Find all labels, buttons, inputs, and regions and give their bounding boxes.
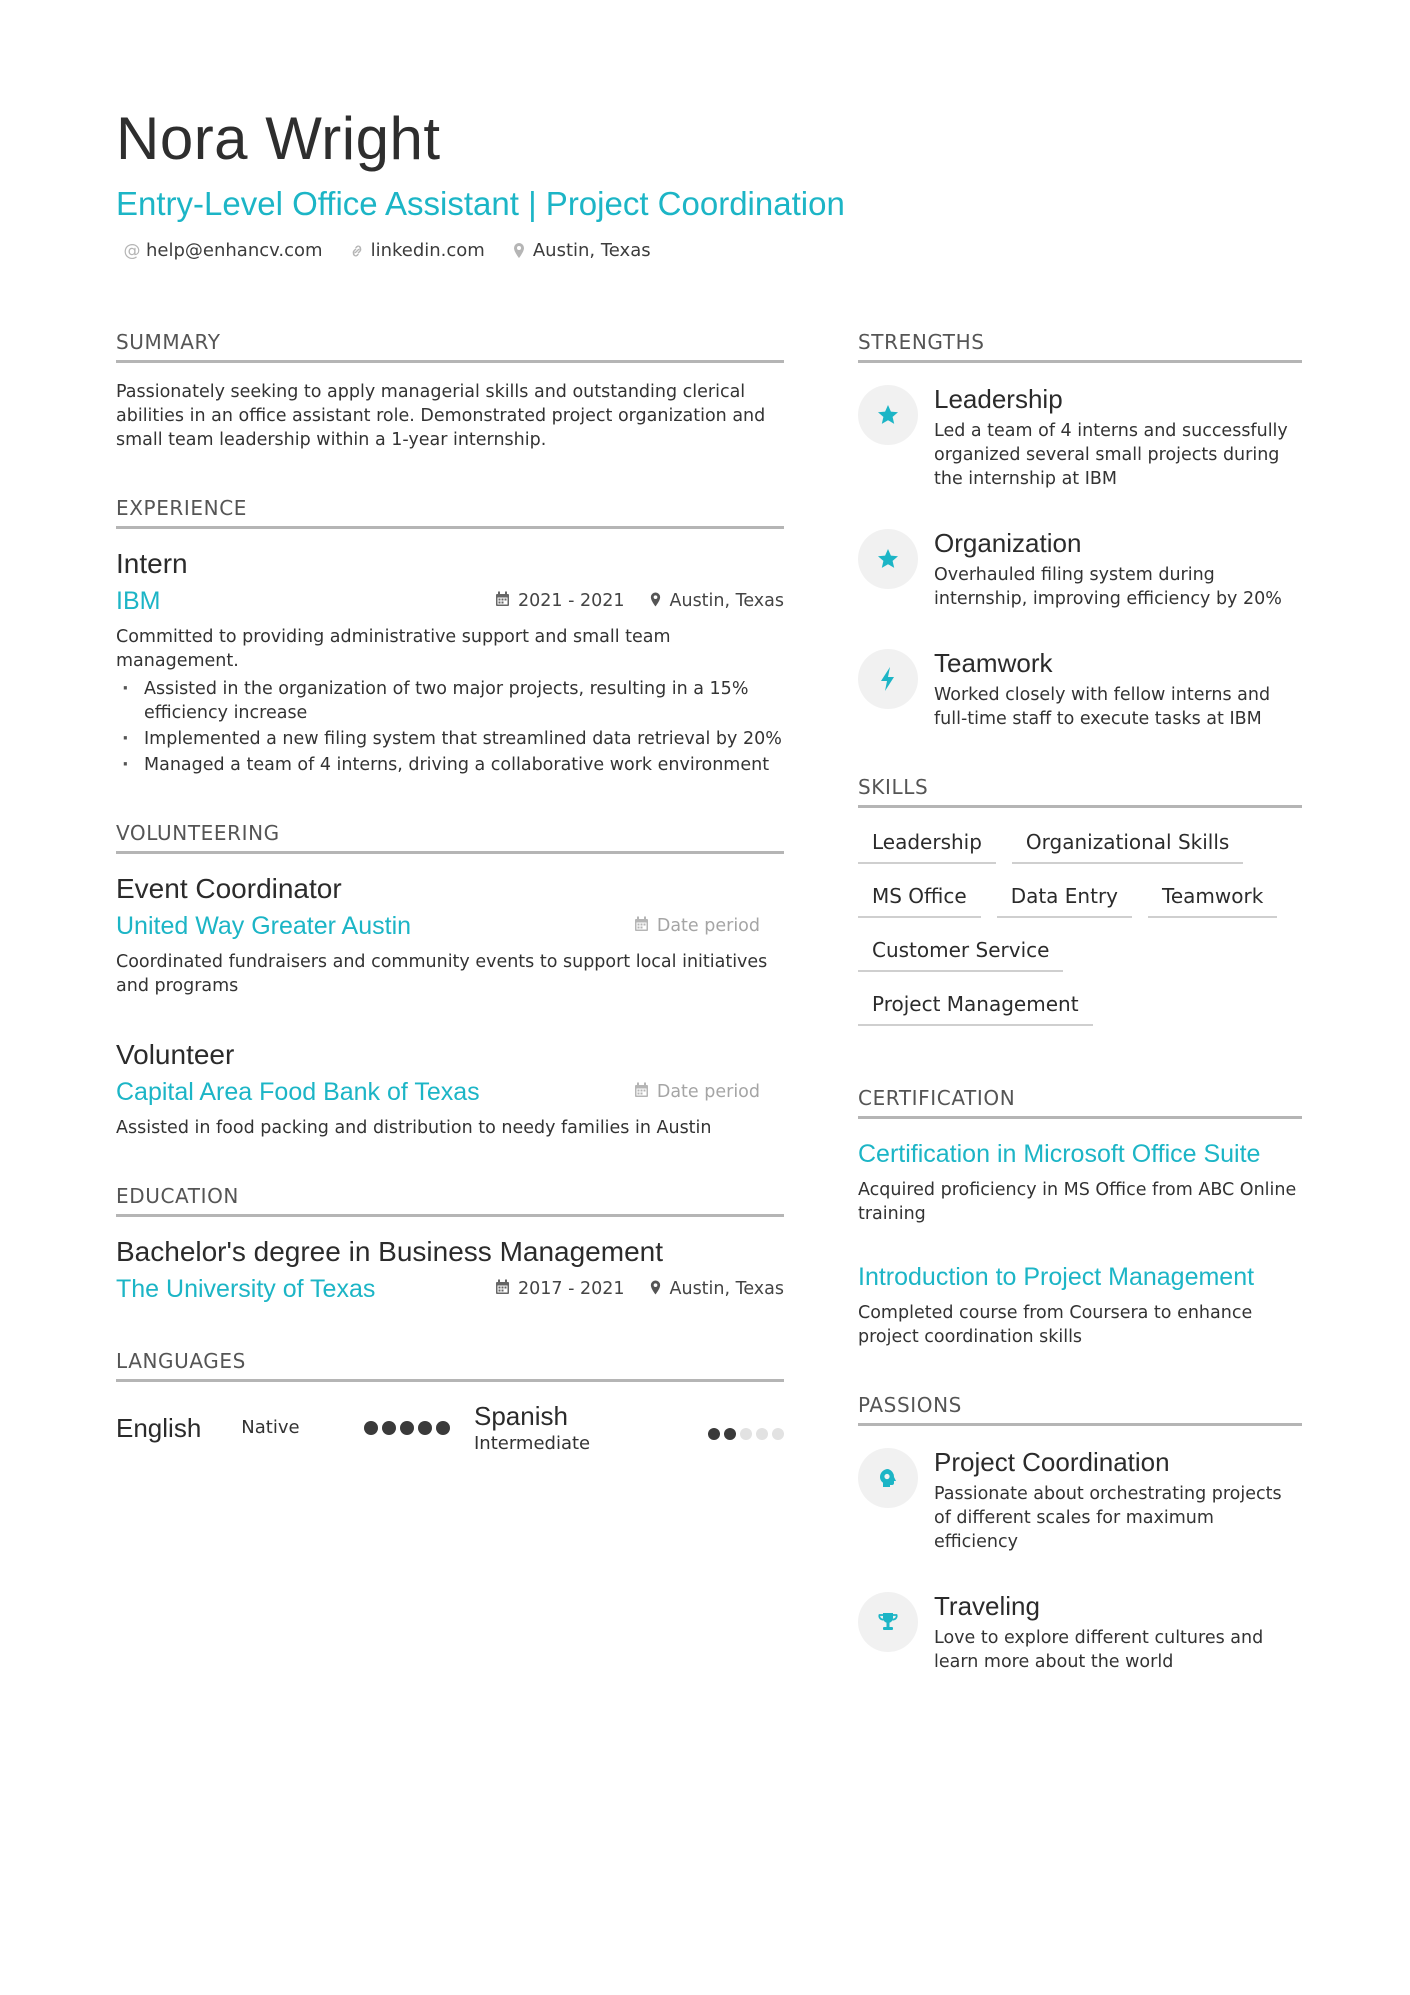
passion-item [858, 1446, 1302, 1554]
location-icon [649, 1279, 662, 1300]
strength-item [858, 527, 1302, 611]
experience-org: IBM [116, 587, 161, 615]
experience-location-text: Austin, Texas [669, 591, 784, 611]
experience-bullet: · Assisted in the organization of two major projects, resulting in a 15% efficiency increase [116, 677, 784, 725]
certification-description: Completed course from Coursera to enhance project coordination skills [858, 1303, 1253, 1347]
education-section [116, 1184, 784, 1305]
rating-dot-empty [772, 1428, 784, 1440]
rating-dot-filled [364, 1421, 378, 1435]
rating-dot-filled [708, 1428, 720, 1440]
contact-location-text: Austin, Texas [532, 240, 651, 261]
education-school: The University of Texas [116, 1275, 376, 1303]
skill-tag: Leadership [858, 830, 996, 864]
passion-title: Traveling [934, 1591, 1040, 1621]
education-location-text: Austin, Texas [669, 1279, 784, 1299]
rating-dot-empty [740, 1428, 752, 1440]
bolt-icon [858, 649, 918, 709]
rating-dot-empty [756, 1428, 768, 1440]
experience-role: Intern [116, 548, 188, 579]
section-title-languages: LANGUAGES [116, 1349, 784, 1382]
experience-bullets [116, 677, 784, 777]
trophy-icon [858, 1592, 918, 1652]
strength-item [858, 647, 1302, 731]
left-column [116, 330, 784, 1500]
contact-email[interactable] [124, 240, 323, 261]
section-title-volunteering: VOLUNTEERING [116, 821, 784, 854]
strength-title: Organization [934, 528, 1082, 558]
certification-item [858, 1262, 1302, 1349]
strength-title: Leadership [934, 384, 1063, 414]
volunteering-dates-text: Date period [656, 916, 760, 936]
education-degree: Bachelor's degree in Business Management [116, 1236, 663, 1267]
passion-item [858, 1590, 1302, 1674]
certification-title: Certification in Microsoft Office Suite [858, 1140, 1261, 1168]
rating-dot-filled [724, 1428, 736, 1440]
summary-text: Passionately seeking to apply managerial skills and outstanding clerical abilities in an office assistant role. Demonstrated project organization and small team leadership within a 1-year internship. [116, 382, 766, 450]
certification-section [858, 1086, 1302, 1349]
volunteering-dates-text: Date period [656, 1082, 760, 1102]
resume-header [116, 104, 1296, 261]
experience-location [649, 591, 785, 612]
section-title-certification: CERTIFICATION [858, 1086, 1302, 1119]
skill-tag: Teamwork [1148, 884, 1277, 918]
contact-location [511, 240, 651, 261]
volunteering-dates [634, 1082, 760, 1102]
volunteering-org: Capital Area Food Bank of Texas [116, 1078, 480, 1106]
experience-dates [495, 591, 625, 611]
volunteering-role: Event Coordinator [116, 873, 342, 904]
language-name: English [116, 1413, 202, 1443]
strength-description: Led a team of 4 interns and successfully organized several small projects during the internship at IBM [934, 421, 1288, 489]
experience-section [116, 496, 784, 777]
language-spanish [450, 1400, 784, 1456]
head-gear-icon [858, 1448, 918, 1508]
skill-tag: Project Management [858, 992, 1093, 1026]
strength-title: Teamwork [934, 648, 1053, 678]
calendar-icon [495, 591, 510, 611]
certification-description: Acquired proficiency in MS Office from ABC Online training [858, 1180, 1297, 1224]
volunteering-role: Volunteer [116, 1039, 235, 1070]
passion-description: Passionate about orchestrating projects of different scales for maximum efficiency [934, 1484, 1282, 1552]
volunteering-description: Assisted in food packing and distribution to needy families in Austin [116, 1118, 712, 1138]
summary-section [116, 330, 784, 452]
strength-description: Overhauled filing system during internship, improving efficiency by 20% [934, 565, 1282, 609]
section-title-skills: SKILLS [858, 775, 1302, 808]
experience-dates-text: 2021 - 2021 [517, 591, 625, 611]
volunteering-dates [634, 916, 760, 936]
strengths-section [858, 330, 1302, 731]
volunteering-org: United Way Greater Austin [116, 912, 412, 940]
volunteering-description: Coordinated fundraisers and community events to support local initiatives and programs [116, 952, 768, 996]
section-title-summary: SUMMARY [116, 330, 784, 363]
education-dates [495, 1279, 625, 1299]
star-icon [858, 385, 918, 445]
language-name: Spanish [474, 1401, 568, 1431]
experience-bullet: · Implemented a new filing system that streamlined data retrieval by 20% [116, 727, 784, 751]
passions-section [858, 1393, 1302, 1674]
volunteering-entry [116, 872, 784, 998]
calendar-icon [634, 1082, 649, 1102]
passion-description: Love to explore different cultures and learn more about the world [934, 1628, 1264, 1672]
section-title-passions: PASSIONS [858, 1393, 1302, 1426]
volunteering-section [116, 821, 784, 1140]
candidate-name: Nora Wright [116, 105, 441, 172]
section-title-experience: EXPERIENCE [116, 496, 784, 529]
volunteering-entry [116, 1038, 784, 1140]
skills-section [858, 775, 1302, 1026]
language-rating [708, 1412, 784, 1456]
language-level: Intermediate [474, 1433, 591, 1454]
language-english [116, 1400, 450, 1456]
section-title-education: EDUCATION [116, 1184, 784, 1217]
skill-tag: Customer Service [858, 938, 1063, 972]
experience-bullet: · Managed a team of 4 interns, driving a collaborative work environment [116, 753, 784, 777]
strength-description: Worked closely with fellow interns and full-time staff to execute tasks at IBM [934, 685, 1271, 729]
contact-linkedin-text: linkedin.com [370, 240, 485, 261]
rating-dot-filled [436, 1421, 450, 1435]
certification-title: Introduction to Project Management [858, 1263, 1255, 1291]
right-column [858, 330, 1302, 1718]
rating-dot-filled [400, 1421, 414, 1435]
at-icon: @ [123, 240, 141, 261]
contact-linkedin[interactable] [349, 240, 485, 261]
contact-list [124, 240, 1296, 261]
rating-dot-filled [418, 1421, 432, 1435]
experience-description: Committed to providing administrative support and small team management. [116, 627, 671, 671]
link-icon [349, 243, 365, 259]
skill-tag: Data Entry [997, 884, 1132, 918]
languages-section [116, 1349, 784, 1456]
calendar-icon [634, 916, 649, 936]
candidate-headline: Entry-Level Office Assistant | Project Coordination [116, 185, 845, 222]
location-icon [511, 242, 527, 259]
strength-item [858, 383, 1302, 491]
passion-title: Project Coordination [934, 1447, 1170, 1477]
skill-tag: Organizational Skills [1012, 830, 1243, 864]
education-entry [116, 1235, 784, 1305]
experience-entry [116, 547, 784, 777]
calendar-icon [495, 1279, 510, 1299]
skill-tag: MS Office [858, 884, 981, 918]
star-icon [858, 529, 918, 589]
section-title-strengths: STRENGTHS [858, 330, 1302, 363]
education-dates-text: 2017 - 2021 [517, 1279, 625, 1299]
certification-item [858, 1139, 1302, 1226]
rating-dot-filled [382, 1421, 396, 1435]
skill-list [858, 830, 1302, 1026]
location-icon [649, 591, 662, 612]
language-level: Native [241, 1417, 300, 1438]
contact-email-text: help@enhancv.com [146, 240, 323, 261]
language-rating [364, 1400, 450, 1456]
education-location [649, 1279, 785, 1300]
